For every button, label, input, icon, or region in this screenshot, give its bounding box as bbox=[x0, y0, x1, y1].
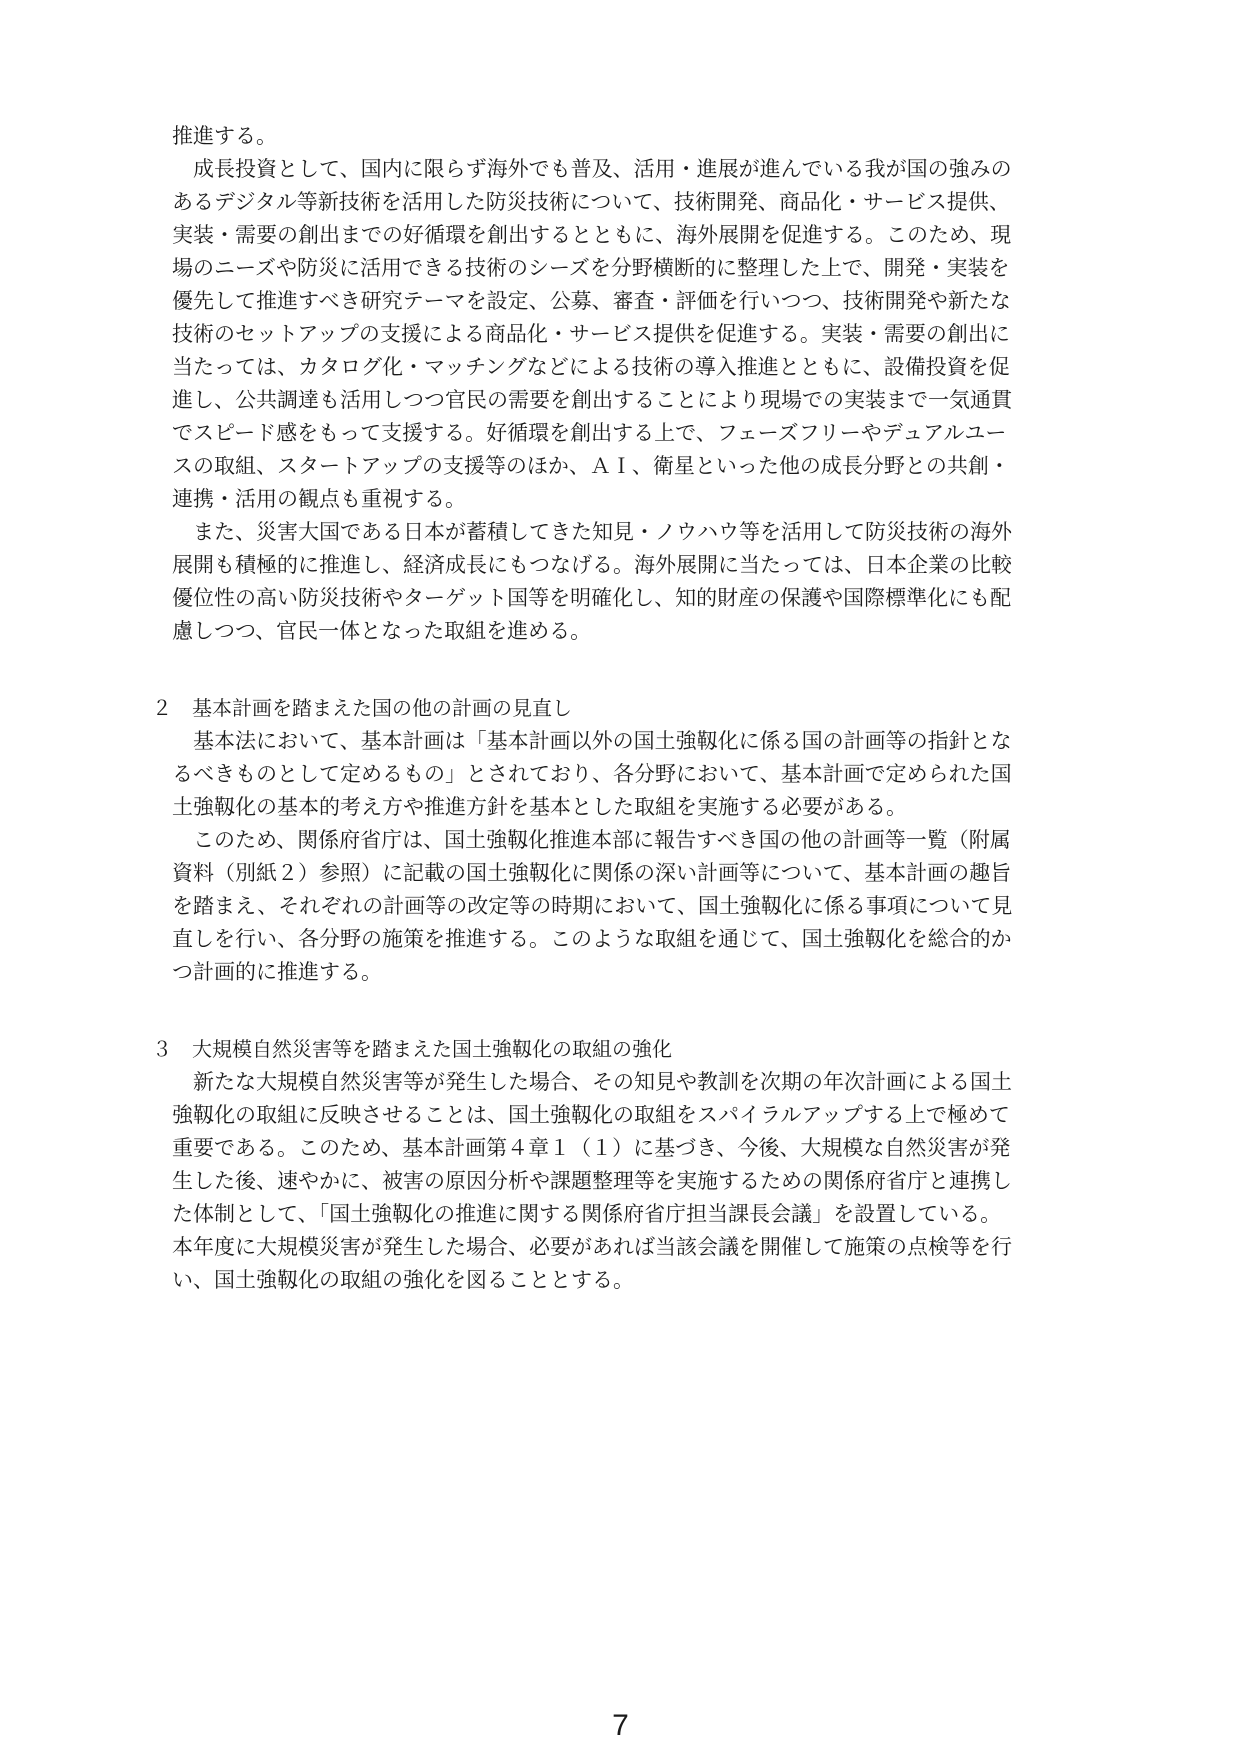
text-line: 強靱化の取組に反映させることは、国土強靱化の取組をスパイラルアップする上で極めて bbox=[172, 1103, 1010, 1127]
text-line: また、災害大国である日本が蓄積してきた知見・ノウハウ等を活用して防災技術の海外 bbox=[172, 520, 1012, 544]
text-line: つ計画的に推進する。 bbox=[172, 960, 382, 984]
section-heading bbox=[152, 1033, 1092, 1066]
text-line: た体制として、「国土強靱化の推進に関する関係府省庁担当課長会議」を設置している。 bbox=[172, 1202, 1002, 1226]
text-line: 連携・活用の観点も重視する。 bbox=[172, 487, 466, 511]
text-line: 直しを行い、各分野の施策を推進する。このような取組を通じて、国土強靱化を総合的か bbox=[172, 927, 1012, 951]
text-line: 実装・需要の創出までの好循環を創出するとともに、海外展開を促進する。このため、現 bbox=[172, 223, 1012, 247]
text-line: スの取組、スタートアップの支援等のほか、ＡＩ、衛星といった他の成長分野との共創・ bbox=[172, 454, 1010, 478]
text-line: 資料（別紙２）参照）に記載の国土強靱化に関係の深い計画等について、基本計画の趣旨 bbox=[172, 861, 1012, 885]
text-line: 優位性の高い防災技術やターゲット国等を明確化し、知的財産の保護や国際標準化にも配 bbox=[172, 586, 1012, 610]
text-line: 当たっては、カタログ化・マッチングなどによる技術の導入推進とともに、設備投資を促 bbox=[172, 355, 1010, 379]
section-number: ２ bbox=[152, 696, 172, 720]
text-line: 重要である。このため、基本計画第４章１（１）に基づき、今後、大規模な自然災害が発 bbox=[172, 1136, 1011, 1160]
text-line: 推進する。 bbox=[172, 124, 277, 148]
page-number: 7 bbox=[612, 1709, 629, 1742]
section-3 bbox=[152, 1033, 1092, 1297]
section-spacer bbox=[172, 989, 1092, 1033]
text-line: 土強靱化の基本的考え方や推進方針を基本とした取組を実施する必要がある。 bbox=[172, 795, 907, 819]
text-line: このため、関係府省庁は、国土強靱化推進本部に報告すべき国の他の計画等一覧（附属 bbox=[172, 828, 1011, 852]
text-line: 優先して推進すべき研究テーマを設定、公募、審査・評価を行いつつ、技術開発や新たな bbox=[172, 289, 1011, 313]
text-line: 場のニーズや防災に活用できる技術のシーズを分野横断的に整理した上で、開発・実装を bbox=[172, 256, 1010, 280]
text-line: い、国土強靱化の取組の強化を図ることとする。 bbox=[172, 1268, 634, 1292]
section-2 bbox=[152, 692, 1092, 989]
text-line: 進し、公共調達も活用しつつ官民の需要を創出することにより現場での実装まで一気通貫 bbox=[172, 388, 1012, 412]
text-line: 展開も積極的に推進し、経済成長にもつなげる。海外展開に当たっては、日本企業の比較 bbox=[172, 553, 1012, 577]
text-line: でスピード感をもって支援する。好循環を創出する上で、フェーズフリーやデュアルユー bbox=[172, 421, 1007, 445]
text-line: 新たな大規模自然災害等が発生した場合、その知見や教訓を次期の年次計画による国土 bbox=[172, 1070, 1012, 1094]
text-line: 技術のセットアップの支援による商品化・サービス提供を促進する。実装・需要の創出に bbox=[172, 322, 1010, 346]
text-line: 生した後、速やかに、被害の原因分析や課題整理等を実施するための関係府省庁と連携し bbox=[172, 1169, 1012, 1193]
text-line: を踏まえ、それぞれの計画等の改定等の時期において、国土強靱化に係る事項について見 bbox=[172, 894, 1013, 918]
intro-paragraphs bbox=[172, 120, 1092, 648]
text-line: るべきものとして定めるもの」とされており、各分野において、基本計画で定められた国 bbox=[172, 762, 1012, 786]
text-line: あるデジタル等新技術を活用した防災技術について、技術開発、商品化・サービス提供、 bbox=[172, 190, 1010, 214]
document-body bbox=[152, 120, 1092, 1297]
text-line: 成長投資として、国内に限らず海外でも普及、活用・進展が進んでいる我が国の強みの bbox=[172, 157, 1012, 181]
text-line: 慮しつつ、官民一体となった取組を進める。 bbox=[172, 619, 592, 643]
section-heading bbox=[152, 692, 1092, 725]
section-title: 大規模自然災害等を踏まえた国土強靱化の取組の強化 bbox=[192, 1037, 672, 1061]
text-line: 基本法において、基本計画は「基本計画以外の国土強靱化に係る国の計画等の指針とな bbox=[172, 729, 1012, 753]
section-spacer bbox=[172, 648, 1092, 692]
section-number: ３ bbox=[152, 1037, 172, 1061]
text-line: 本年度に大規模災害が発生した場合、必要があれば当該会議を開催して施策の点検等を行 bbox=[172, 1235, 1012, 1259]
section-title: 基本計画を踏まえた国の他の計画の見直し bbox=[192, 696, 572, 720]
